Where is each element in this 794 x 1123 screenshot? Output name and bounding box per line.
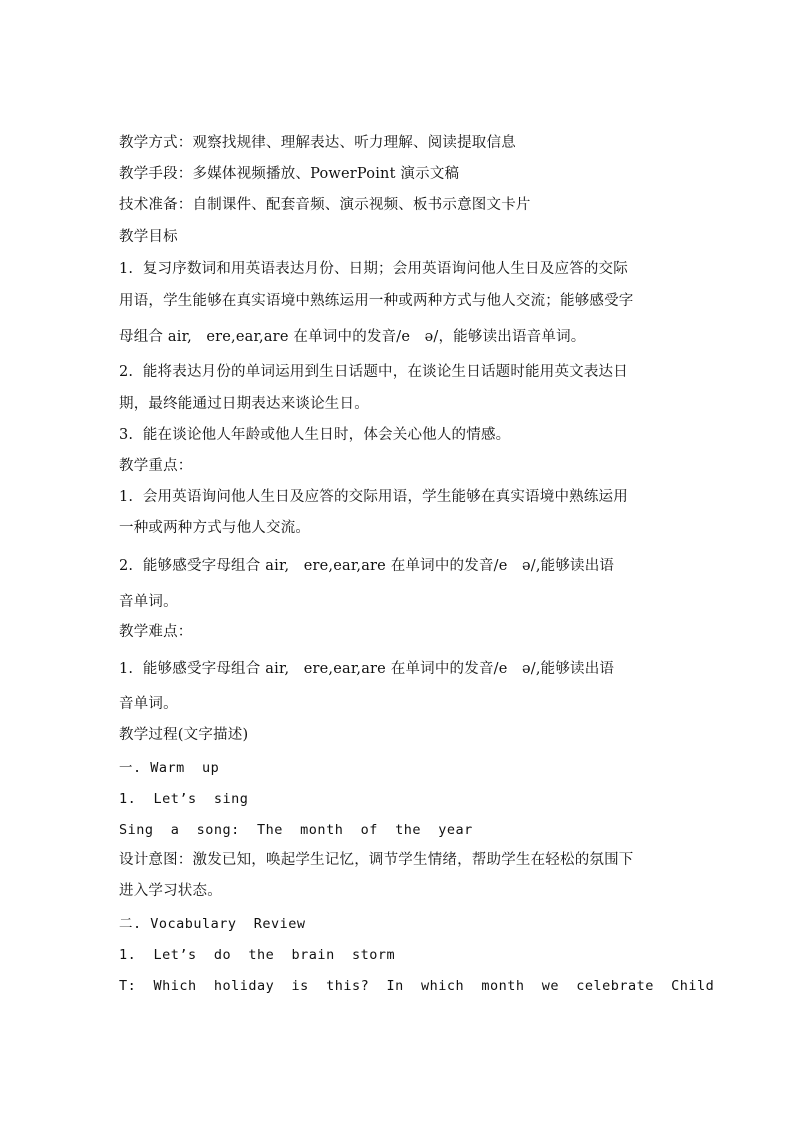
teaching-means-line: 教学手段：多媒体视频播放、PowerPoint 演示文稿 xyxy=(119,166,460,182)
objective-2-line-1: 2. 能将表达月份的单词运用到生日话题中，在谈论生日话题时能用英文表达日 xyxy=(119,364,628,380)
teaching-objectives-heading: 教学目标 xyxy=(119,229,178,245)
objective-1-line-3: 母组合 air, ere,ear,are 在单词中的发音/e ə/，能够读出语音单词。 xyxy=(119,329,586,345)
vocabulary-review-heading: 二. Vocabulary Review xyxy=(119,916,306,932)
brain-storm-line: 1. Let’s do the brain storm xyxy=(119,947,396,963)
key-point-1-line-2: 一种或两种方式与他人交流。 xyxy=(119,520,311,536)
technical-preparation-line: 技术准备：自制课件、配套音频、演示视频、板书示意图文卡片 xyxy=(119,197,531,213)
difficult-point-1-line-2: 音单词。 xyxy=(119,696,178,712)
design-intent-line-1: 设计意图：激发已知，唤起学生记忆，调节学生情绪，帮助学生在轻松的氛围下 xyxy=(119,852,634,868)
teaching-methods-line: 教学方式：观察找规律、理解表达、听力理解、阅读提取信息 xyxy=(119,135,516,151)
key-point-2-line-1: 2. 能够感受字母组合 air, ere,ear,are 在单词中的发音/e ə/,能够读出语 xyxy=(119,558,615,574)
warm-up-heading: 一. Warm up xyxy=(119,760,220,776)
difficult-point-1-line-1: 1. 能够感受字母组合 air, ere,ear,are 在单词中的发音/e ə/,能够读出语 xyxy=(119,661,615,677)
key-points-heading: 教学重点： xyxy=(119,458,193,474)
key-point-2-line-2: 音单词。 xyxy=(119,594,178,610)
teacher-question-line: T: Which holiday is this? In which month we celebrate Child xyxy=(119,978,715,994)
objective-1-line-2: 用语，学生能够在真实语境中熟练运用一种或两种方式与他人交流；能够感受字 xyxy=(119,293,634,309)
difficult-points-heading: 教学难点： xyxy=(119,624,193,640)
teaching-process-heading: 教学过程(文字描述) xyxy=(119,727,249,743)
objective-2-line-2: 期，最终能通过日期表达来谈论生日。 xyxy=(119,396,369,412)
design-intent-line-2: 进入学习状态。 xyxy=(119,883,222,899)
lets-sing-line: 1. Let’s sing xyxy=(119,791,249,807)
objective-1-line-1: 1. 复习序数词和用英语表达月份、日期；会用英语询问他人生日及应答的交际 xyxy=(119,261,628,277)
sing-a-song-line: Sing a song: The month of the year xyxy=(119,822,473,838)
objective-3-line: 3. 能在谈论他人年龄或他人生日时，体会关心他人的情感。 xyxy=(119,427,511,443)
key-point-1-line-1: 1. 会用英语询问他人生日及应答的交际用语，学生能够在真实语境中熟练运用 xyxy=(119,489,628,505)
